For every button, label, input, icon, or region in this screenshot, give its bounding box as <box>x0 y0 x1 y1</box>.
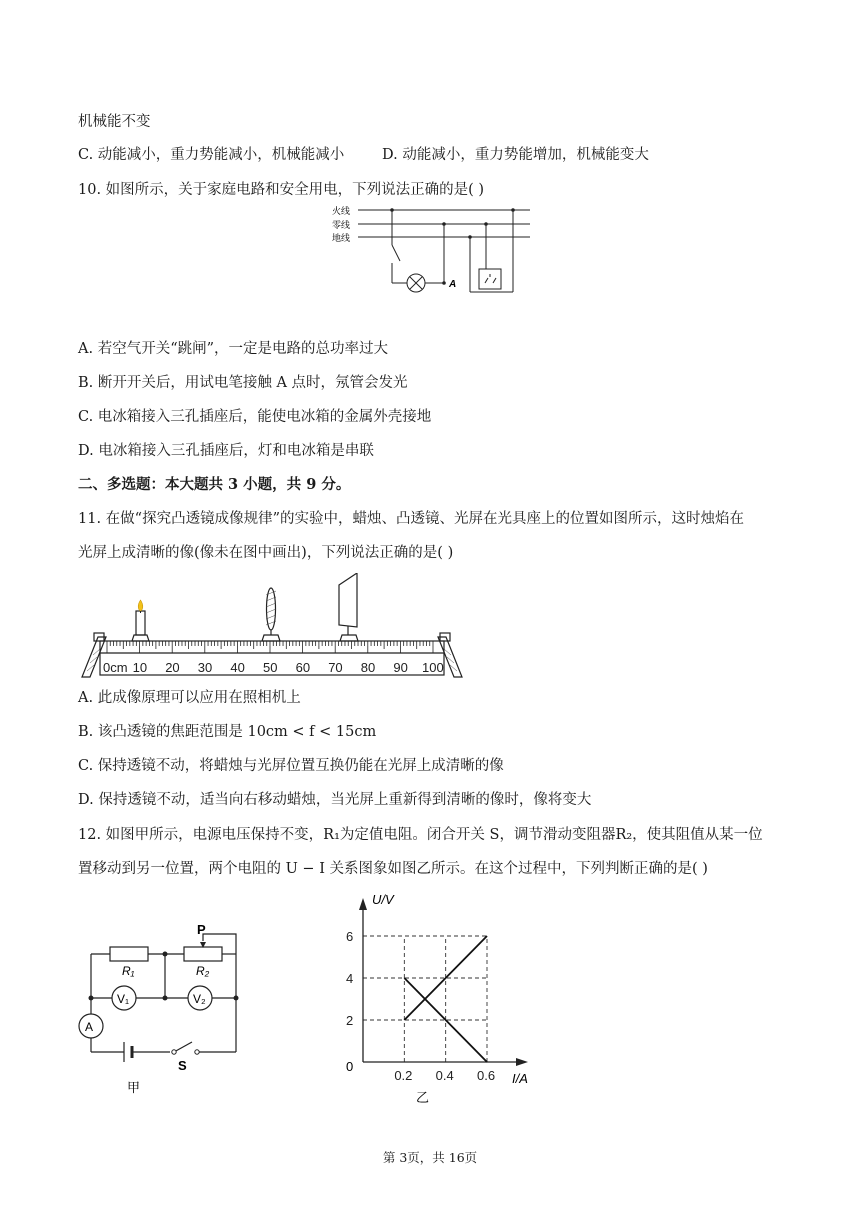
circuit-figure-jia <box>74 922 246 1100</box>
section-heading: 二、多选题：本大题共 3 小题，共 9 分。 <box>78 476 351 493</box>
ruler-tick-label: 90 <box>393 660 408 675</box>
switch-label: S <box>178 1058 187 1073</box>
x-axis-label: I/A <box>512 1071 528 1086</box>
caption-jia: 甲 <box>127 1080 141 1095</box>
ammeter-label: A <box>85 1020 94 1034</box>
ruler-tick-label: 20 <box>165 660 180 675</box>
text-line: 机械能不变 <box>78 114 151 130</box>
question-12-line1: 12. 如图甲所示，电源电压保持不变，R₁为定值电阻。闭合开关 S，调节滑动变阻器R₂，使其阻值从某一位 <box>78 827 763 843</box>
option-b: B. 该凸透镜的焦距范围是 10cm < f < 15cm <box>78 724 377 740</box>
x-tick-label: 0.2 <box>394 1068 413 1083</box>
ruler-tick-label: 10 <box>132 660 148 675</box>
household-circuit-figure <box>328 203 533 295</box>
ruler-tick-label: 40 <box>230 660 245 675</box>
ruler-tick-label: 30 <box>197 660 213 675</box>
option-b: B. 断开开关后，用试电笔接触 A 点时，氖管会发光 <box>78 375 408 391</box>
option-a: A. 若空气开关“跳闸”，一定是电路的总功率过大 <box>78 341 389 357</box>
caption-yi: 乙 <box>416 1090 430 1105</box>
r2-label: R₂ <box>196 964 210 978</box>
option-d: D. 电冰箱接入三孔插座后，灯和电冰箱是串联 <box>78 443 374 459</box>
question-10: 10. 如图所示，关于家庭电路和安全用电，下列说法正确的是( ) <box>78 182 485 198</box>
page-footer: 第 3页，共 16页 <box>382 1150 478 1165</box>
ruler-tick-label: 50 <box>263 660 278 675</box>
ruler-tick-label: 60 <box>295 660 311 675</box>
question-12-line2: 置移动到另一位置，两个电阻的 U − I 关系图象如图乙所示。在这个过程中，下列判断正确的是( ) <box>78 861 708 877</box>
ui-graph-figure-yi <box>330 890 535 1105</box>
ground-wire-label: 地线 <box>332 233 351 243</box>
question-11-line1: 11. 在做“探究凸透镜成像规律”的实验中，蜡烛、凸透镜、光屏在光具座上的位置如图所示，这时烛焰在 <box>78 511 744 527</box>
option-c: C. 保持透镜不动，将蜡烛与光屏位置互换仍能在光屏上成清晰的像 <box>78 758 504 774</box>
question-11-line2: 光屏上成清晰的像(像未在图中画出)，下列说法正确的是( ) <box>78 545 454 561</box>
optical-bench-figure <box>80 573 466 681</box>
option-d: D. 动能减小，重力势能增加，机械能变大 <box>382 147 649 163</box>
ruler-tick-label: 80 <box>360 660 376 675</box>
x-tick-label: 0.6 <box>477 1068 496 1083</box>
v2-label: V₂ <box>193 992 206 1006</box>
slider-label: P <box>197 922 206 937</box>
r1-label: R₁ <box>122 964 135 978</box>
live-wire-label: 火线 <box>332 206 351 216</box>
ruler-tick-label: 0cm <box>103 660 128 675</box>
option-c: C. 动能减小，重力势能减小，机械能减小 <box>78 147 345 163</box>
neutral-wire-label: 零线 <box>332 220 351 230</box>
option-c: C. 电冰箱接入三孔插座后，能使电冰箱的金属外壳接地 <box>78 409 432 425</box>
y-tick-label: 2 <box>346 1013 354 1028</box>
option-d: D. 保持透镜不动，适当向右移动蜡烛，当光屏上重新得到清晰的像时，像将变大 <box>78 792 592 808</box>
x-tick-label: 0.4 <box>435 1068 454 1083</box>
origin-label: 0 <box>346 1059 354 1074</box>
y-tick-label: 4 <box>346 971 354 986</box>
point-a-label: A <box>449 279 457 290</box>
y-axis-label: U/V <box>372 892 394 907</box>
ruler-tick-label: 100 <box>422 660 444 675</box>
v1-label: V₁ <box>117 992 130 1006</box>
ruler-tick-label: 70 <box>328 660 343 675</box>
option-a: A. 此成像原理可以应用在照相机上 <box>78 690 301 706</box>
y-tick-label: 6 <box>346 929 354 944</box>
